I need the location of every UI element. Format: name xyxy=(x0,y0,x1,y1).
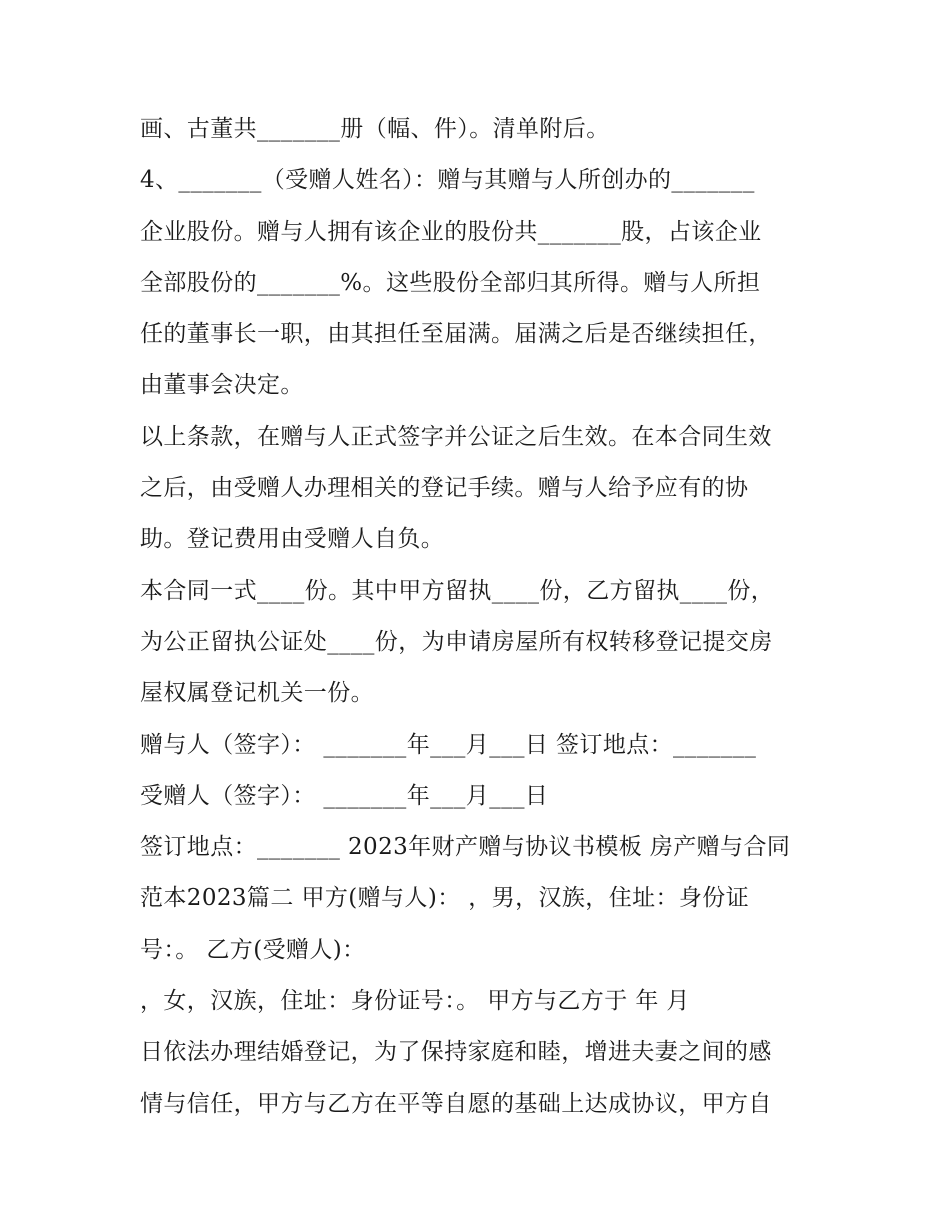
text-line-10: 本合同一式____份。其中甲方留执____份，乙方留执____份， xyxy=(140,577,775,604)
text-line-2: 4、_______（受赠人姓名）：赠与其赠与人所创办的_______ xyxy=(140,167,755,194)
text-line-16: 范本2023篇二 甲方(赠与人)： ，男，汉族，住址：身份证 xyxy=(140,885,750,912)
text-line-11: 为公正留执公证处____份，为申请房屋所有权转移登记提交房 xyxy=(140,628,773,655)
text-line-7: 以上条款，在赠与人正式签字并公证之后生效。在本合同生效 xyxy=(140,423,772,450)
text-line-4: 全部股份的_______%。这些股份全部归其所得。赠与人所担 xyxy=(140,269,761,296)
text-line-17: 号：。 乙方(受赠人)： xyxy=(140,936,366,963)
text-line-5: 任的董事长一职，由其担任至届满。届满之后是否继续担任， xyxy=(140,321,772,348)
contract-body xyxy=(140,104,820,1130)
text-line-14: 受赠人（签字）： _______年___月___日 xyxy=(140,782,549,809)
text-line-3: 企业股份。赠与人拥有该企业的股份共_______股，占该企业 xyxy=(140,218,762,245)
text-line-15: 签订地点：_______ 2023年财产赠与协议书模板 房产赠与合同 xyxy=(140,834,791,861)
text-line-12: 屋权属登记机关一份。 xyxy=(140,680,374,707)
text-line-6: 由董事会决定。 xyxy=(140,372,304,399)
text-line-18: ，女，汉族，住址：身份证号：。 甲方与乙方于 年 月 xyxy=(140,988,690,1015)
text-line-13: 赠与人（签字）： _______年___月___日 签订地点：_______ xyxy=(140,731,757,758)
text-line-19: 日依法办理结婚登记，为了保持家庭和睦，增进夫妻之间的感 xyxy=(140,1039,772,1066)
text-line-8: 之后，由受赠人办理相关的登记手续。赠与人给予应有的协 xyxy=(140,475,749,502)
text-line-1: 画、古董共_______册（幅、件）。清单附后。 xyxy=(140,116,610,142)
text-line-9: 助。登记费用由受赠人自负。 xyxy=(140,526,445,553)
text-line-20: 情与信任，甲方与乙方在平等自愿的基础上达成协议，甲方自 xyxy=(140,1090,772,1117)
